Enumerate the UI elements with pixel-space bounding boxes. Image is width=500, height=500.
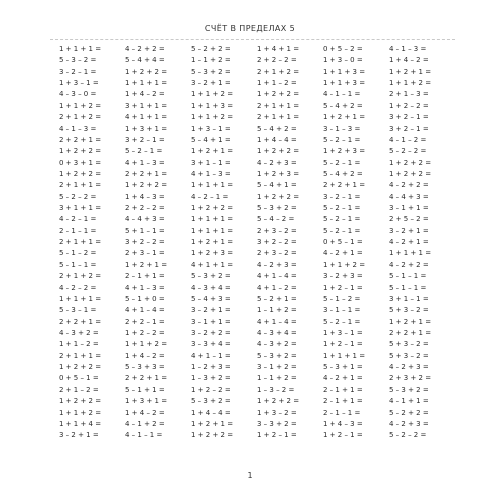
exercise-item: 2 – 1 + 1 = [125, 272, 165, 281]
exercise-item: 5 – 2 – 1 = [323, 226, 361, 235]
exercise-item: 5 – 2 – 1 = [323, 135, 361, 144]
title-divider [50, 39, 455, 40]
exercise-item: 3 + 2 – 2 = [125, 238, 165, 247]
exercise-item: 5 – 1 – 1 = [389, 272, 427, 281]
exercise-item: 5 – 4 + 3 = [191, 294, 231, 303]
exercise-item: 5 – 3 – 1 = [59, 306, 97, 315]
exercise-item: 4 – 1 – 1 = [323, 90, 361, 99]
exercise-item: 1 – 1 + 2 = [257, 374, 297, 383]
exercise-item: 3 – 1 + 1 = [191, 317, 231, 326]
exercise-item: 5 – 2 – 1 = [125, 147, 163, 156]
exercise-item: 1 + 2 + 2 = [389, 169, 432, 178]
exercise-item: 3 + 2 – 1 = [125, 135, 165, 144]
exercise-item: 5 – 2 – 1 = [323, 204, 361, 213]
exercise-item: 3 – 2 + 3 = [323, 272, 363, 281]
exercise-item: 3 – 1 – 3 = [323, 124, 361, 133]
exercise-item: 1 + 2 – 2 = [125, 328, 165, 337]
exercise-item: 5 – 3 + 3 = [125, 363, 165, 372]
exercise-item: 0 + 5 – 2 = [323, 45, 363, 53]
exercise-item: 4 + 1 – 4 = [125, 306, 165, 315]
exercise-item: 3 – 1 + 1 = [389, 204, 429, 213]
exercise-item: 2 – 1 – 1 = [59, 226, 97, 235]
exercise-item: 4 – 2 + 2 = [389, 260, 429, 269]
exercise-item: 1 – 3 + 2 = [191, 374, 231, 383]
exercise-item: 4 + 1 – 4 = [257, 272, 297, 281]
exercise-item: 5 + 3 – 2 = [389, 351, 429, 360]
exercise-item: 4 + 1 + 1 = [191, 260, 234, 269]
exercise-item: 2 + 1 – 3 = [389, 90, 429, 99]
exercise-item: 1 + 2 + 1 = [125, 260, 168, 269]
exercise-item: 2 – 1 – 1 = [323, 408, 361, 417]
exercise-item: 1 + 4 – 3 = [323, 419, 363, 428]
exercise-item: 4 – 3 + 2 = [257, 340, 297, 349]
exercise-item: 4 + 1 + 1 = [125, 113, 168, 122]
exercise-item: 5 – 2 – 2 = [389, 147, 427, 156]
exercise-item: 4 – 2 + 2 = [125, 45, 165, 53]
exercise-item: 2 + 2 + 1 = [323, 181, 366, 190]
exercise-item: 5 – 3 + 2 = [191, 397, 231, 406]
exercise-item: 1 + 3 – 0 = [323, 56, 363, 65]
exercise-item: 5 – 3 + 2 = [257, 204, 297, 213]
exercise-item: 4 – 1 – 3 = [389, 45, 427, 53]
exercise-item: 5 – 3 + 2 = [191, 67, 231, 76]
page-title: СЧЁТ В ПРЕДЕЛАХ 5 [204, 24, 296, 33]
exercise-item: 5 – 2 + 2 = [389, 408, 429, 417]
exercise-item: 2 + 2 + 1 = [125, 374, 168, 383]
exercise-grid [59, 44, 455, 442]
exercise-item: 4 + 1 – 2 = [257, 283, 297, 292]
exercise-item: 1 + 2 – 1 = [323, 283, 363, 292]
exercise-item: 5 – 2 + 2 = [191, 45, 231, 53]
exercise-item: 3 + 2 – 1 = [389, 124, 429, 133]
exercise-item: 5 – 3 + 1 = [323, 363, 363, 372]
exercise-item: 2 + 3 – 2 = [257, 249, 297, 258]
exercise-item: 2 + 2 + 1 = [59, 317, 102, 326]
exercise-item: 3 – 2 + 1 = [191, 79, 231, 88]
exercise-item: 3 – 2 + 1 = [191, 306, 231, 315]
exercise-item: 3 – 2 – 1 = [323, 192, 361, 201]
exercise-item: 1 + 1 + 1 = [389, 249, 432, 258]
exercise-item: 1 + 2 + 1 = [191, 147, 234, 156]
exercise-item: 1 + 2 – 1 = [257, 431, 297, 440]
exercise-item: 2 + 5 – 2 = [389, 215, 429, 224]
exercise-item: 1 + 1 + 2 = [389, 79, 432, 88]
exercise-item: 2 + 1 + 1 = [257, 113, 300, 122]
exercise-item: 2 + 3 + 2 = [389, 374, 432, 383]
exercise-item: 4 + 1 – 1 = [191, 351, 231, 360]
exercise-item: 1 + 2 + 2 = [191, 204, 234, 213]
exercise-item: 1 + 2 + 1 = [389, 317, 432, 326]
exercise-item: 1 + 2 + 2 = [257, 192, 300, 201]
exercise-item: 2 + 1 + 2 = [257, 67, 300, 76]
exercise-item: 2 + 3 – 1 = [125, 249, 165, 258]
exercise-item: 3 – 3 + 2 = [257, 419, 297, 428]
exercise-item: 1 + 4 – 2 = [125, 408, 165, 417]
exercise-item: 1 + 3 – 2 = [257, 408, 297, 417]
exercise-item: 4 – 3 – 0 = [59, 90, 97, 99]
exercise-item: 1 + 2 + 2 = [59, 363, 102, 372]
exercise-item: 1 + 1 + 1 = [191, 226, 234, 235]
exercise-item: 1 + 2 + 1 = [191, 419, 234, 428]
exercise-item: 4 – 3 + 4 = [191, 283, 231, 292]
exercise-item: 1 + 1 + 2 = [125, 340, 168, 349]
exercise-item: 2 + 1 + 2 = [59, 272, 102, 281]
exercise-item: 5 – 3 + 2 = [389, 385, 429, 394]
exercise-item: 4 + 1 – 3 = [125, 158, 165, 167]
exercise-item: 4 – 2 – 2 = [59, 283, 97, 292]
exercise-item: 1 + 2 + 3 = [323, 147, 366, 156]
exercise-item: 5 + 1 – 1 = [125, 226, 165, 235]
exercise-item: 1 + 2 – 1 = [323, 340, 363, 349]
exercise-item: 1 + 2 + 2 = [59, 147, 102, 156]
exercise-item: 5 – 3 + 2 = [257, 351, 297, 360]
exercise-item: 1 + 3 – 1 = [59, 79, 99, 88]
exercise-item: 1 + 1 + 1 = [323, 351, 366, 360]
exercise-item: 1 + 3 + 1 = [125, 124, 168, 133]
exercise-item: 1 + 1 – 2 = [257, 79, 297, 88]
exercise-item: 1 + 1 + 1 = [125, 79, 168, 88]
exercise-item: 4 – 2 + 3 = [257, 158, 297, 167]
exercise-item: 0 + 5 – 1 = [59, 374, 99, 383]
exercise-item: 2 + 2 + 1 = [389, 328, 432, 337]
exercise-item: 1 + 1 + 3 = [323, 79, 366, 88]
exercise-item: 4 – 3 + 2 = [59, 328, 99, 337]
exercise-item: 5 – 1 + 0 = [125, 294, 165, 303]
exercise-item: 1 – 3 – 2 = [257, 385, 295, 394]
exercise-item: 5 – 2 – 1 = [323, 317, 361, 326]
exercise-item: 3 – 2 + 2 = [191, 328, 231, 337]
exercise-item: 5 – 4 + 4 = [125, 56, 165, 65]
exercise-item: 4 – 3 + 4 = [257, 328, 297, 337]
exercise-item: 0 + 5 – 1 = [323, 238, 363, 247]
exercise-item: 5 – 2 – 2 = [59, 192, 97, 201]
exercise-item: 5 – 3 + 2 = [191, 272, 231, 281]
exercise-item: 1 + 4 – 2 = [389, 56, 429, 65]
exercise-item: 3 + 2 – 1 = [389, 113, 429, 122]
exercise-item: 5 – 1 – 1 = [59, 260, 97, 269]
exercise-item: 3 – 1 – 1 = [323, 306, 361, 315]
exercise-item: 1 + 1 + 1 = [191, 215, 234, 224]
exercise-item: 1 + 1 + 3 = [191, 101, 234, 110]
exercise-item: 1 + 2 – 2 = [389, 101, 429, 110]
exercise-item: 1 + 2 + 1 = [389, 67, 432, 76]
exercise-item: 3 – 2 + 1 = [59, 431, 99, 440]
exercise-item: 4 – 2 + 3 = [389, 363, 429, 372]
exercise-item: 1 + 2 + 2 = [125, 181, 168, 190]
exercise-item: 2 + 1 – 2 = [59, 385, 99, 394]
exercise-item: 4 – 4 + 3 = [125, 215, 165, 224]
exercise-item: 5 – 4 + 1 = [257, 181, 297, 190]
exercise-item: 2 + 1 + 2 = [59, 113, 102, 122]
exercise-item: 1 + 1 + 1 = [191, 181, 234, 190]
exercise-item: 1 – 1 + 2 = [191, 56, 231, 65]
exercise-item: 3 – 1 + 2 = [257, 363, 297, 372]
exercise-item: 2 + 2 + 1 = [59, 135, 102, 144]
exercise-item: 2 + 1 + 1 = [59, 181, 102, 190]
exercise-item: 5 – 4 + 2 = [323, 169, 363, 178]
exercise-item: 1 + 1 + 4 = [59, 419, 102, 428]
exercise-item: 3 + 2 – 2 = [257, 238, 297, 247]
exercise-item: 1 + 2 + 2 = [59, 397, 102, 406]
exercise-item: 4 – 2 – 1 = [59, 215, 97, 224]
exercise-item: 4 – 2 + 3 = [389, 419, 429, 428]
exercise-item: 5 + 3 – 2 = [389, 306, 429, 315]
exercise-item: 4 – 2 + 1 = [323, 249, 363, 258]
exercise-item: 1 + 3 – 1 = [323, 328, 363, 337]
exercise-item: 4 – 2 + 2 = [389, 181, 429, 190]
exercise-item: 2 + 2 – 2 = [257, 56, 297, 65]
exercise-item: 1 + 1 + 1 = [59, 45, 102, 53]
exercise-item: 1 + 1 + 2 = [191, 90, 234, 99]
exercise-item: 1 + 2 + 2 = [257, 147, 300, 156]
exercise-item: 2 + 1 + 1 = [257, 101, 300, 110]
exercise-item: 1 + 2 + 2 = [125, 67, 168, 76]
exercise-item: 3 + 1 – 1 = [389, 294, 429, 303]
exercise-item: 1 + 1 + 2 = [323, 260, 366, 269]
exercise-item: 5 + 3 – 2 = [389, 340, 429, 349]
exercise-item: 4 + 1 – 4 = [257, 317, 297, 326]
exercise-item: 1 + 4 – 2 = [125, 90, 165, 99]
exercise-item: 4 – 2 + 3 = [257, 260, 297, 269]
exercise-item: 1 + 3 – 1 = [191, 124, 231, 133]
exercise-item: 2 + 1 + 1 = [59, 238, 102, 247]
exercise-item: 1 + 4 – 2 = [125, 351, 165, 360]
exercise-item: 2 + 3 – 2 = [257, 226, 297, 235]
exercise-item: 4 + 1 – 3 = [125, 283, 165, 292]
exercise-item: 1 + 2 – 2 = [191, 385, 231, 394]
exercise-item: 3 + 1 + 1 = [125, 101, 168, 110]
exercise-item: 5 – 4 + 2 = [323, 101, 363, 110]
exercise-item: 5 – 4 + 2 = [257, 124, 297, 133]
exercise-item: 1 + 2 + 3 = [191, 249, 234, 258]
exercise-item: 5 – 3 – 2 = [59, 56, 97, 65]
exercise-item: 2 + 1 + 1 = [59, 351, 102, 360]
exercise-item: 4 – 4 + 3 = [389, 192, 429, 201]
exercise-item: 1 + 2 + 3 = [257, 169, 300, 178]
exercise-item: 4 – 1 + 1 = [389, 397, 429, 406]
exercise-item: 2 + 2 – 2 = [125, 204, 165, 213]
exercise-item: 1 + 2 + 2 = [257, 90, 300, 99]
exercise-item: 2 + 2 – 1 = [125, 317, 165, 326]
exercise-item: 4 – 2 + 1 = [323, 374, 363, 383]
exercise-item: 5 – 4 – 2 = [257, 215, 295, 224]
exercise-item: 1 + 1 + 2 = [59, 101, 102, 110]
exercise-item: 5 – 1 – 2 = [323, 294, 361, 303]
exercise-item: 1 + 4 – 3 = [125, 192, 165, 201]
exercise-item: 2 – 1 + 1 = [323, 385, 363, 394]
exercise-item: 4 – 2 + 1 = [389, 238, 429, 247]
exercise-item: 5 – 1 – 1 = [389, 283, 427, 292]
exercise-item: 1 + 1 – 2 = [59, 340, 99, 349]
exercise-item: 4 + 1 – 3 = [191, 169, 231, 178]
exercise-item: 1 + 2 + 2 = [59, 169, 102, 178]
exercise-item: 5 – 2 – 1 = [323, 158, 361, 167]
exercise-item: 1 + 1 + 1 = [59, 294, 102, 303]
exercise-item: 1 + 3 + 1 = [125, 397, 168, 406]
exercise-item: 1 + 2 + 1 = [191, 238, 234, 247]
exercise-item: 0 + 3 + 1 = [59, 158, 102, 167]
exercise-item: 5 – 2 + 1 = [257, 294, 297, 303]
exercise-item: 1 + 4 – 4 = [257, 135, 297, 144]
exercise-item: 1 + 2 + 2 = [257, 397, 300, 406]
exercise-item: 1 + 1 + 2 = [191, 113, 234, 122]
exercise-item: 1 – 2 + 3 = [191, 363, 231, 372]
exercise-item: 1 + 2 + 2 = [389, 158, 432, 167]
exercise-item: 1 + 2 + 2 = [191, 431, 234, 440]
exercise-item: 1 + 2 – 1 = [323, 431, 363, 440]
exercise-item: 3 – 2 – 1 = [59, 67, 97, 76]
exercise-item: 5 – 1 – 2 = [59, 249, 97, 258]
exercise-item: 3 – 2 + 1 = [389, 226, 429, 235]
page-number: 1 [247, 471, 253, 480]
exercise-item: 3 – 3 + 4 = [191, 340, 231, 349]
exercise-item: 4 – 2 – 1 = [191, 192, 229, 201]
exercise-item: 1 + 4 – 4 = [191, 408, 231, 417]
exercise-item: 4 – 1 – 1 = [125, 431, 163, 440]
exercise-item: 1 – 1 + 2 = [257, 306, 297, 315]
exercise-item: 5 – 2 – 2 = [389, 431, 427, 440]
exercise-item: 4 – 1 – 2 = [389, 135, 427, 144]
exercise-item: 3 + 1 + 1 = [59, 204, 102, 213]
exercise-item: 4 – 1 + 2 = [125, 419, 165, 428]
exercise-item: 5 – 2 – 1 = [323, 215, 361, 224]
exercise-item: 1 + 2 + 1 = [323, 113, 366, 122]
exercise-item: 1 + 4 + 1 = [257, 45, 300, 53]
exercise-item: 2 – 1 + 1 = [323, 397, 363, 406]
exercise-item: 3 + 1 – 1 = [191, 158, 231, 167]
exercise-item: 1 + 1 + 2 = [59, 408, 102, 417]
exercise-item: 5 – 1 + 1 = [125, 385, 165, 394]
exercise-item: 4 – 1 – 3 = [59, 124, 97, 133]
exercise-item: 5 – 4 + 1 = [191, 135, 231, 144]
exercise-item: 1 + 1 + 3 = [323, 67, 366, 76]
exercise-item: 2 + 2 + 1 = [125, 169, 168, 178]
